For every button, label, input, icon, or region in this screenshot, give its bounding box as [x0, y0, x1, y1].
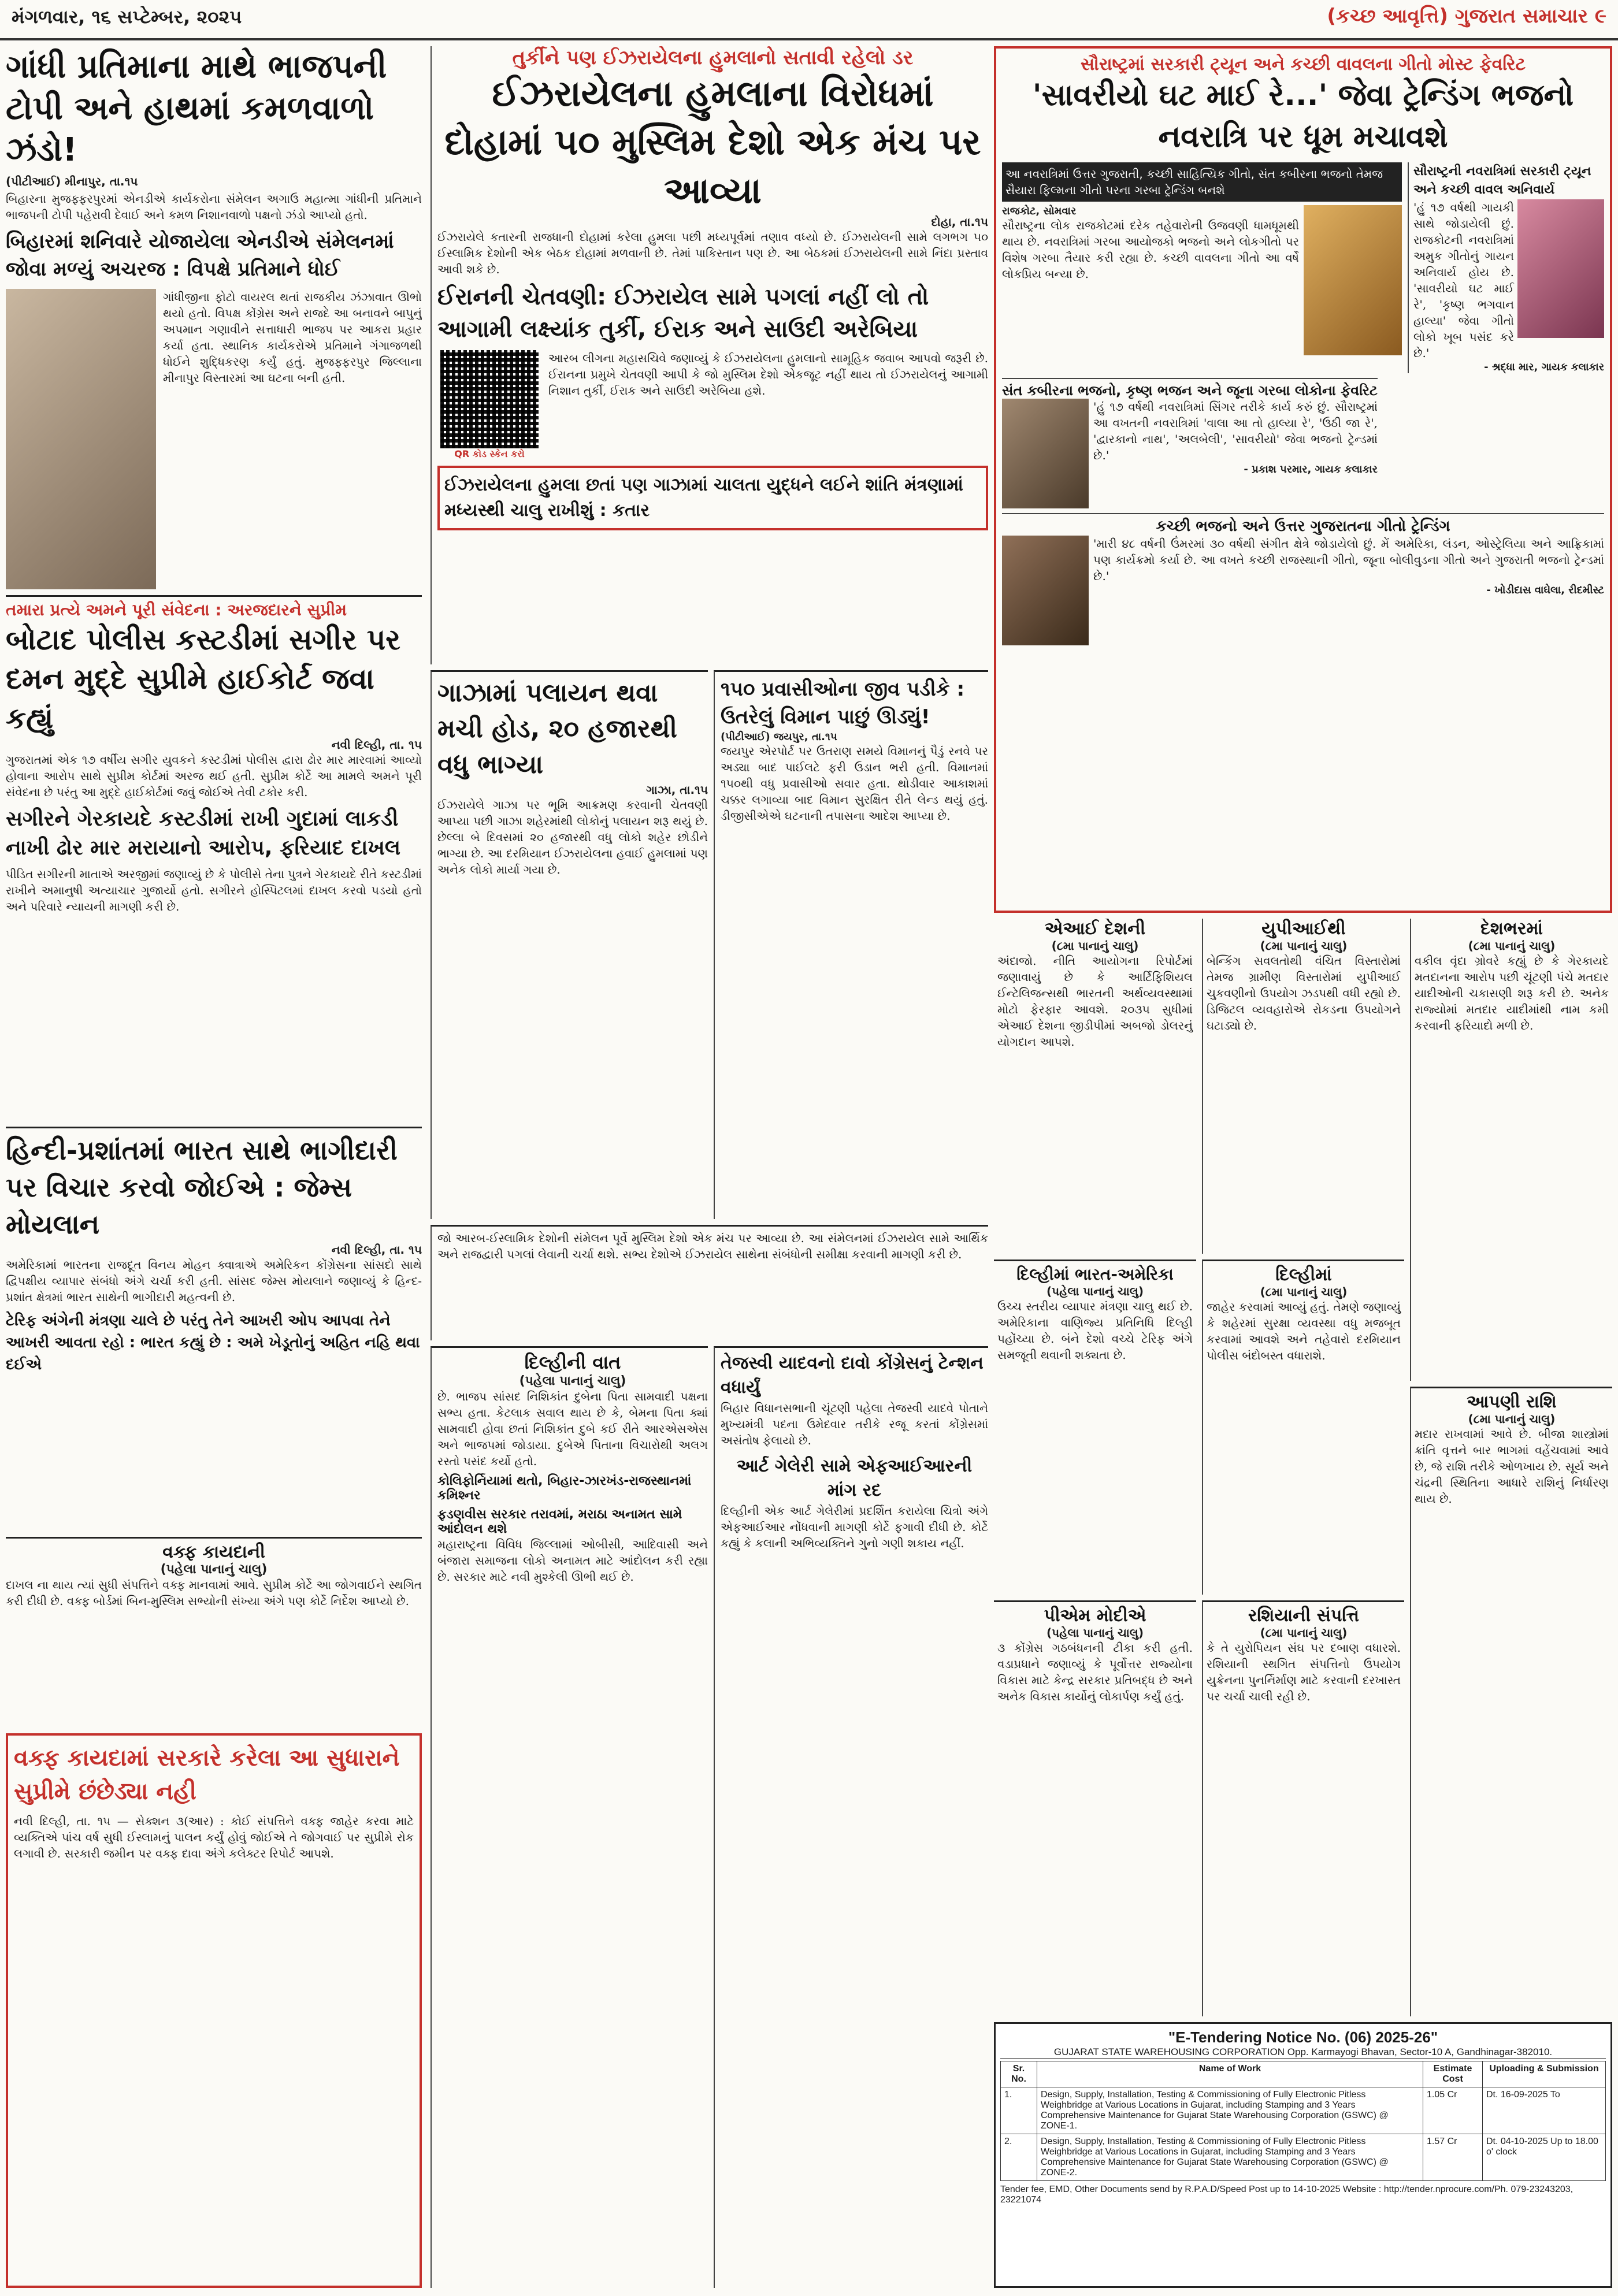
doha-continued-body: જો આરબ-ઈસ્લામિક દેશોની સંમેલન પૂર્વે મુસ્લિમ દેશો એક મંચ પર આવ્યા છે. આ સંમેલનમાં ઈઝરાયેલ સામે આર્થિક અને રાજદ્વારી પગલાં લેવાની ચર્ચા થશે. સભ્ય દેશોએ ઈઝરાયેલ સાથેના સંબંધોની સમીક્ષા કરવાની માગણી કરી છે.: [437, 1231, 988, 1261]
waqf-cont-sub: (પહેલા પાનાનું ચાલુ): [160, 1562, 268, 1577]
art-gallery-story: [714, 1346, 988, 2288]
ai-body: અંદાજો. નીતિ આયોગના રિપોર્ટમાં જણાવાયું છે કે આર્ટિફિશિયલ ઈન્ટેલિજન્સથી ભારતની અર્થવ્યવસ્થામાં મોટો ફેરફાર આવશે. ૨૦૩૫ સુધીમાં એઆઈ દેશના જીડીપીમાં અબજો ડોલરનું યોગદાન આપશે.: [997, 954, 1193, 1049]
tejashwi-headline: તેજસ્વી યાદવનો દાવો કોંગ્રેસનું ટેન્શન વધાર્યું: [721, 1353, 984, 1398]
delhi-america-headline: દિલ્હીમાં ભારત-અમેરિકા: [1016, 1265, 1174, 1284]
tender-cell: Dt. 04-10-2025 Up to 18.00 o' clock: [1483, 2134, 1606, 2181]
gandhi-headline: ગાંધી પ્રતિમાના માથે ભાજપની ટોપી અને હાથમાં કમળવાળો ઝંડો!: [6, 48, 387, 169]
navratri-side-credit: - શ્રદ્ધા માર, ગાયક કલાકાર: [1484, 361, 1604, 373]
delhi-body: જાહેર કરવામાં આવ્યું હતું. તેમણે જણાવ્યું કે શહેરમાં સુરક્ષા વ્યવસ્થા વધુ મજબૂત કરવામાં આવશે અને તહેવારો દરમિયાન પોલીસ બંદોબસ્ત વધારાશે.: [1207, 1300, 1401, 1362]
hindi-dateline: નવી દિલ્હી, તા. ૧૫: [331, 1243, 422, 1257]
russia-sub: (૮મા પાનાનું ચાલુ): [1260, 1626, 1348, 1640]
bodat-story: [6, 595, 422, 1121]
doha-kicker: તુર્કીને પણ ઈઝરાયેલના હુમલાનો સતાવી રહેલો ડર: [512, 46, 914, 69]
upi-body: બેન્કિંગ સવલતોથી વંચિત વિસ્તારોમાં તેમજ ગ્રામીણ વિસ્તારોમાં યુપીઆઈ ચુકવણીનો ઉપયોગ ઝડપથી વધી રહ્યો છે. ડિજિટલ વ્યવહારોએ રોકડના ઉપયોગને ઘટાડ્યો છે.: [1207, 954, 1401, 1032]
deshbhar-sub: (૮મા પાનાનું ચાલુ): [1468, 939, 1556, 953]
navratri-dateline: રાજકોટ, સોમવાર: [1002, 205, 1077, 217]
deshbhar-headline: દેશભરમાં: [1480, 919, 1543, 939]
doha-continued: [431, 1225, 988, 1340]
kutch-bhajan-headline: કચ્છી ભજનો અને ઉત્તર ગુજરાતના ગીતો ટ્રેન્ડિંગ: [1156, 518, 1450, 535]
gandhi-story: [6, 46, 422, 589]
delhi-headline: દિલ્હીમાં: [1275, 1265, 1332, 1285]
rashi-headline: આપણી રાશિ: [1467, 1392, 1557, 1412]
waqf-box-headline: વક્ફ કાયદામાં સરકારે કરેલા આ સુધારાને સુપ્રીમે છંછેડ્યા નહી: [14, 1745, 400, 1805]
waqf-amendments-box: [6, 1733, 422, 2288]
qatar-quote-box: ઈઝરાયેલના હુમલા છતાં પણ ગાઝામાં ચાલતા યુદ્ધને લઈને શાંતિ મંત્રણામાં મધ્યસ્થી ચાલુ રાખીશું : કતાર: [437, 466, 988, 530]
sant-kabir-body: 'હું ૧૭ વર્ષથી નવરાત્રિમાં સિંગર તરીકે કાર્ય કરું છું. સૌરાષ્ટ્રમાં આ વખતની નવરાત્રિમાં 'વાલા આ તો હાલ્યા રે', 'ઉઠી જા રે', 'દ્વારકાનો નાથ', 'અલબેલી', 'સાવરીયો' જેવા ભજનો ટ્રેન્ડમાં છે.': [1093, 400, 1378, 462]
page-date: મંગળવાર, ૧૬ સપ્ટેમ્બર, ૨૦૨૫: [12, 6, 242, 28]
navratri-headline: 'સાવરીયો ઘટ માઈ રે...' જેવા ટ્રેન્ડિંગ ભજનો નવરાત્રિ પર ધૂમ મચાવશે: [1032, 78, 1574, 154]
tender-col-submission: Uploading & Submission: [1483, 2061, 1606, 2087]
waqf-cont-body: દાખલ ના થાય ત્યાં સુધી સંપત્તિને વક્ફ માનવામાં આવે. સુપ્રીમ કોર્ટે આ જોગવાઈને સ્થગિત કરી દીધી છે. વક્ફ બોર્ડમાં બિન-મુસ્લિમ સભ્યોની સંખ્યા અંગે પણ કોર્ટે નિર્દેશ આપ્યો છે.: [6, 1578, 422, 1608]
tender-cell: 1.: [1001, 2087, 1037, 2134]
hindi-subheadline: ટેરિફ અંગેની મંત્રણા ચાલે છે પરંતુ તેને આખરી ઓપ આપવા તેને આખરી આવતા રહો : ભારત કહ્યું છે : અમે ખેડૂતોનું અહિત નહિ થવા દઈએ: [6, 1312, 420, 1373]
flight-dateline: (પીટીઆઈ) જયપુર, તા.૧૫: [721, 731, 837, 743]
doha-story: [431, 46, 988, 664]
kutch-bhajan-credit: - ખોડીદાસ વાઘેલા, રીદમીસ્ટ: [1486, 584, 1604, 596]
tender-cell: 2.: [1001, 2134, 1037, 2181]
rashi-story: [1410, 1387, 1612, 2016]
tender-footer[interactable]: Tender fee, EMD, Other Documents send by R.P.A.D/Speed Post up to 14-10-2025 Website : http://tender.nprocure.com/Ph. 079-23243203, 23221074: [1000, 2184, 1574, 2205]
tender-col-sr: Sr. No.: [1001, 2061, 1037, 2087]
delhi-sub: (૮મા પાનાનું ચાલુ): [1260, 1285, 1348, 1299]
upi-sub: (૮મા પાનાનું ચાલુ): [1260, 939, 1348, 953]
gandhi-subheadline: બિહારમાં શનિવારે યોજાયેલા એનડીએ સંમેલનમાં જોવા મળ્યું અચરજ : વિપક્ષે પ્રતિમાને ધોઈ: [6, 230, 394, 281]
tender-col-cost: Estimate Cost: [1423, 2061, 1483, 2087]
sant-kabir-headline: સંત કબીરના ભજનો, કૃષ્ણ ભજન અને જૂના ગરબા લોકોના ફેવરિટ: [1002, 382, 1378, 399]
flight-body: જયપુર એરપોર્ટ પર ઉતરાણ સમયે વિમાનનું પૈડું રનવે પર અડ્યા બાદ પાઈલટે ફરી ઉડાન ભરી હતી. વિમાનમાં ૧૫૦થી વધુ પ્રવાસીઓ સવાર હતા. થોડીવાર આકાશમાં ચક્કર લગાવ્યા બાદ વિમાન સુરક્ષિત રીતે લેન્ડ થયું હતું. ડીજીસીએએ ઘટનાની તપાસના આદેશ આપ્યા છે.: [721, 744, 988, 823]
gandhi-dateline: (પીટીઆઈ) મીનાપુર, તા.૧૫: [6, 174, 138, 188]
pm-modi-headline: પીએમ મોદીએ: [1044, 1606, 1146, 1626]
gaza-dateline: ગાઝા, તા.૧૫: [646, 783, 708, 797]
navratri-side-headline: સૌરાષ્ટ્રની નવરાત્રિમાં સરકારી ટ્યૂન અને કચ્છી વાવલ અનિવાર્ય: [1413, 164, 1591, 197]
deshbhar-story: [1410, 919, 1612, 1381]
doha-body: ઈઝરાયેલે કતારની રાજધાની દોહામાં કરેલા હુમલા પછી મધ્યપૂર્વમાં તણાવ વધ્યો છે. ઈઝરાયેલની સામે લગભગ ૫૦ ઈસ્લામિક દેશોની એક બેઠક દોહામાં મળવાની છે. તેમાં પાકિસ્તાન પણ છે. આ બેઠકમાં ઈઝરાયેલની સામે નિંદા પ્રસ્તાવ આવી શકે છે.: [437, 230, 988, 276]
qr-caption: QR કોડ સ્કેન કરો: [454, 448, 525, 459]
russia-story: [1202, 1600, 1404, 2016]
singer-photo-shraddha: [1517, 199, 1604, 338]
delhi-talk-story: [431, 1346, 708, 2288]
pm-modi-body: ૩ કોંગ્રેસ ગઠબંધનની ટીકા કરી હતી. વડાપ્રધાને જણાવ્યું કે પૂર્વોત્તર રાજ્યોના વિકાસ માટે કેન્દ્ર સરકાર પ્રતિબદ્ધ છે અને અનેક વિકાસ કાર્યોનું લોકાર્પણ કર્યું હતું.: [997, 1641, 1193, 1703]
rashi-body: મદાર રાખવામાં આવે છે. બીજા શાસ્ત્રોમાં ક્રાંતિ વૃત્તને બાર ભાગમાં વહેંચવામાં આવે છે, જે રાશિ તરીકે ઓળખાય છે. સૂર્ય અને ચંદ્રની સ્થિતિના આધારે રાશિનું નિર્ધારણ થાય છે.: [1415, 1427, 1609, 1506]
bodat-subheadline: સગીરને ગેરકાયદે કસ્ટડીમાં રાખી ગુદામાં લાકડી નાખી ઢોર માર મરાયાનો આરોપ, ફરિયાદ દાખલ: [6, 807, 401, 860]
hindi-headline: હિન્દી-પ્રશાંતમાં ભારત સાથે ભાગીદારી પર વિચાર કરવો જોઈએ : જેમ્સ મોયલાન: [6, 1135, 398, 1240]
tender-cell: Design, Supply, Installation, Testing & Commissioning of Fully Electronic Pitless Weighbridge at Various Locations in Gujarat, including Stamping and 3 Years Comprehensive Maintenance for Gujarat State Warehousing Corporation (GSWC) @ ZONE-1.: [1037, 2087, 1423, 2134]
ai-story: [994, 919, 1196, 1254]
navratri-intro: આ નવરાત્રિમાં ઉત્તર ગુજરાતી, કચ્છી સાહિત્યિક ગીતો, સંત કબીરના ભજનો તેમજ સૈયારા ફિલ્મના ગીતો પરના ગરબા ટ્રેન્ડિંગ બનશે: [1002, 162, 1402, 202]
table-row: [1001, 2134, 1606, 2181]
delhi-talk-headline: દિલ્હીની વાત: [524, 1351, 621, 1373]
doha-dateline: દોહા, તા.૧૫: [931, 215, 988, 229]
gaza-story: [431, 670, 708, 1219]
hindi-body: અમેરિકામાં ભારતના રાજદૂત વિનય મોહન ક્વાત્રાએ અમેરિકન કોંગ્રેસના સાંસદો સાથે દ્વિપક્ષીય વ્યાપાર સંબંધો અંગે ચર્ચા કરી હતી. સાંસદ જેમ્સ મોયલાને જણાવ્યું કે હિન્દ-પ્રશાંત ક્ષેત્રમાં ભારત સાથેની ભાગીદારી મહત્વની છે.: [6, 1258, 422, 1304]
gaza-headline: ગાઝામાં પલાયન થવા મચી હોડ, ૨૦ હજારથી વધુ ભાગ્યા: [437, 678, 678, 779]
delhi-talk-sub: (પહેલા પાનાનું ચાલુ): [519, 1374, 626, 1388]
page-header: [0, 0, 1618, 40]
bodat-dateline: નવી દિલ્હી, તા. ૧૫: [331, 738, 422, 752]
waqf-continued-story: [6, 1537, 422, 1727]
tejashwi-body: બિહાર વિધાનસભાની ચૂંટણી પહેલા તેજસ્વી યાદવે પોતાને મુખ્યમંત્રી પદના ઉમેદવાર તરીકે રજૂ કરતાં કોંગ્રેસમાં અસંતોષ ફેલાયો છે.: [721, 1401, 988, 1447]
rashi-sub: (૮મા પાનાનું ચાલુ): [1468, 1412, 1556, 1426]
delhi-america-story: [994, 1260, 1196, 1595]
singer-photo-prakash: [1002, 399, 1089, 508]
tender-cell: 1.57 Cr: [1423, 2134, 1483, 2181]
upi-headline: યુપીઆઈથી: [1261, 919, 1346, 939]
navratri-kicker: સૌરાષ્ટ્રમાં સરકારી ટ્યૂન અને કચ્છી વાવલના ગીતો મોસ્ટ ફેવરિટ: [1080, 54, 1526, 75]
doha-subheadline: ઈરાનની ચેતવણી: ઈઝરાયેલ સામે પગલાં નહીં લો તો આગામી લક્ષ્યાંક તુર્કી, ઈરાક અને સાઉદી અરેબિયા: [437, 284, 929, 343]
singer-photo-khodidas: [1002, 536, 1089, 645]
delhi-story: [1202, 1260, 1404, 1595]
tender-cell: 1.05 Cr: [1423, 2087, 1483, 2134]
delhi-talk-body-2: મહારાષ્ટ્રના વિવિધ જિલ્લામાં ઓબીસી, આદિવાસી અને બંજારા સમાજના લોકો અનામત માટે આંદોલન કરી રહ્યા છે. સરકાર માટે નવી મુશ્કેલી ઊભી થઈ છે.: [437, 1537, 708, 1584]
art-gallery-body: દિલ્હીની એક આર્ટ ગેલેરીમાં પ્રદર્શિત કરાયેલા ચિત્રો અંગે એફઆઈઆર નોંધવાની માગણી કોર્ટે ફગાવી દીધી છે. કોર્ટે કહ્યું કે કલાની અભિવ્યક્તિને ગુનો ગણી શકાય નહીં.: [721, 1504, 988, 1550]
flight-headline: ૧૫૦ પ્રવાસીઓના જીવ પડીકે : ઉતરેલું વિમાન પાછું ઊડ્યું!: [721, 678, 965, 729]
qr-code[interactable]: [440, 350, 539, 448]
tender-table: [1000, 2061, 1606, 2181]
tender-col-work: Name of Work: [1037, 2061, 1423, 2087]
gandhi-photo: [6, 289, 156, 589]
art-gallery-headline: આર્ટ ગેલેરી સામે એફઆઈઆરની માંગ રદ: [736, 1456, 973, 1500]
gandhi-body-2: ગાંધીજીના ફોટો વાયરલ થતાં રાજકીય ઝંઝાવાત ઊભો થયો હતો. વિપક્ષ કોંગ્રેસ અને રાજદે આ બનાવને બાપુનું અપમાન ગણાવીને સત્તાધારી ભાજપ પર આકરા પ્રહાર કર્યા હતા. સ્થાનિક કાર્યકરોએ પ્રતિમાને ગંગાજળથી ધોઈને શુદ્ધિકરણ કર્યું હતું. મુજફ્ફરપુર જિલ્લાના મીનાપુર વિસ્તારમાં આ ઘટના બની હતી.: [163, 290, 422, 385]
doha-headline: ઈઝરાયેલના હુમલાના વિરોધમાં દોહામાં ૫૦ મુસ્લિમ દેશો એક મંચ પર આવ્યા: [444, 72, 981, 211]
gaza-body: ઈઝરાયેલે ગાઝા પર ભૂમિ આક્રમણ કરવાની ચેતવણી આપ્યા પછી ગાઝા શહેરમાંથી લોકોનું પલાયન શરૂ થયું છે. છેલ્લા બે દિવસમાં ૨૦ હજારથી વધુ લોકો શહેર છોડીને ભાગ્યા છે. આ દરમિયાન ઈઝરાયેલના હવાઈ હુમલામાં પણ અનેક લોકો માર્યા ગયા છે.: [437, 798, 708, 876]
tender-title: "E-Tendering Notice No. (06) 2025-26": [1168, 2028, 1438, 2046]
dandiya-photo: [1304, 205, 1402, 355]
bodat-headline: બોટાદ પોલીસ કસ્ટડીમાં સગીર પર દમન મુદ્દે સુપ્રીમે હાઈકોર્ટ જવા કહ્યું: [6, 623, 401, 735]
waqf-box-body: નવી દિલ્હી, તા. ૧૫ — સેક્શન ૩(આર) : કોઈ સંપત્તિને વક્ફ જાહેર કરવા માટે વ્યક્તિએ પાંચ વર્ષ સુધી ઈસ્લામનું પાલન કર્યું હોવું જોઈએ તે જોગવાઈ પર સુપ્રીમે રોક લગાવી છે. સરકારી જમીન પર વક્ફ દાવા અંગે કલેક્ટર રિપોર્ટ આપશે.: [14, 1814, 414, 1860]
doha-body-2: આરબ લીગના મહાસચિવે જણાવ્યું કે ઈઝરાયેલના હુમલાનો સામૂહિક જવાબ આપવો જરૂરી છે. ઈરાનના પ્રમુખે ચેતવણી આપી કે જો મુસ્લિમ દેશો એકજૂટ નહીં થાય તો ઈઝરાયેલનું આગામી નિશાન તુર્કી, ઈરાક અને સાઉદી અરેબિયા હશે.: [548, 351, 988, 397]
waqf-cont-headline: વક્ફ કાયદાની: [162, 1542, 265, 1562]
pm-modi-sub: (પહેલા પાનાનું ચાલુ): [1046, 1626, 1144, 1640]
navratri-side-body: 'હું ૧૭ વર્ષથી ગાયકી સાથે જોડાયેલી છું. રાજકોટની નવરાત્રિમાં અમુક ગીતોનું ગાયન અનિવાર્ય હોય છે. 'સાવરીયો ઘટ માઈ રે', 'કૃષ્ણ ભગવાન હાલ્યા' જેવા ગીતો લોકો ખૂબ પસંદ કરે છે.': [1413, 200, 1514, 360]
delhi-talk-sub-3: ફડણવીસ સરકાર તરાવમાં, મરાઠા અનામત સામે આંદોલન થશે: [437, 1507, 682, 1536]
sant-kabir-credit: - પ્રકાશ પરમાર, ગાયક કલાકાર: [1244, 463, 1378, 475]
tender-cell: Design, Supply, Installation, Testing & Commissioning of Fully Electronic Pitless Weighbridge at Various Locations in Gujarat, including Stamping and 3 Years Comprehensive Maintenance for Gujarat State Warehousing Corporation (GSWC) @ ZONE-2.: [1037, 2134, 1423, 2181]
edition-label: (કચ્છ આવૃત્તિ) ગુજરાત સમાચાર ૯: [1327, 5, 1606, 28]
tender-cell: Dt. 16-09-2025 To: [1483, 2087, 1606, 2134]
ai-headline: એઆઈ દેશની: [1044, 919, 1146, 939]
gandhi-body: બિહારના મુજફ્ફરપુરમાં એનડીએ કાર્યકરોના સંમેલન અગાઉ મહાત્મા ગાંધીની પ્રતિમાને ભાજપની ટોપી પહેરાવી દેવાઈ અને કમળ નિશાનવાળો પક્ષનો ઝંડો આપ્યો હતો.: [6, 192, 422, 222]
russia-body: કે તે યુરોપિયન સંઘ પર દબાણ વધારશે. રશિયાની સ્થગિત સંપત્તિનો ઉપયોગ યુક્રેનના પુનર્નિર્માણ માટે કરવાની દરખાસ્ત પર ચર્ચા ચાલી રહી છે.: [1207, 1641, 1401, 1703]
bodat-body: ગુજરાતમાં એક ૧૭ વર્ષીય સગીર યુવકને કસ્ટડીમાં પોલીસ દ્વારા ઢોર માર મારવામાં આવ્યો હોવાના આરોપ સાથે સુપ્રીમ કોર્ટમાં અરજ થઈ હતી. સુપ્રીમ કોર્ટે આ મામલે અમને પૂરી સંવેદના છે પરંતુ આ મુદ્દે હાઈકોર્ટમાં જવું જોઈએ તેવી ટકોર કરી.: [6, 753, 422, 799]
upi-story: [1202, 919, 1404, 1254]
table-row: [1001, 2087, 1606, 2134]
delhi-america-sub: (પહેલા પાનાનું ચાલુ): [1046, 1284, 1144, 1298]
bodat-body-2: પીડિત સગીરની માતાએ અરજીમાં જણાવ્યું છે કે પોલીસે તેના પુત્રને ગેરકાયદે રીતે કસ્ટડીમાં રાખીને અમાનુષી અત્યાચાર ગુજાર્યો હતો. સગીરને હોસ્પિટલમાં દાખલ કરવો પડયો હતો અને પરિવારે ન્યાયની માગણી કરી છે.: [6, 867, 422, 913]
ai-sub: (૮મા પાનાનું ચાલુ): [1051, 939, 1139, 953]
hindi-prashant-story: [6, 1127, 422, 1531]
russia-headline: રશિયાની સંપત્તિ: [1248, 1606, 1360, 1626]
tender-notice: [994, 2022, 1612, 2288]
kutch-bhajan-body: 'મારી ૪૮ વર્ષની ઉંમરમાં ૩૦ વર્ષથી સંગીત ક્ષેત્રે જોડાયેલો છું. મેં અમેરિકા, લંડન, ઓસ્ટ્રેલિયા અને આફ્રિકામાં પણ કાર્યક્રમો કર્યા છે. આ વખતે કચ્છી રાજસ્થાની ગીતો, જૂના બોલીવુડના ગીતો અને ગુજરાતી ભજનો ટ્રેન્ડમાં છે.': [1093, 537, 1604, 583]
bodat-kicker: તમારા પ્રત્યે અમને પૂરી સંવેદના : અરજદારને સુપ્રીમ: [6, 600, 347, 619]
delhi-talk-body: છે. ભાજપ સાંસદ નિશિકાંત દુબેના પિતા સામવાદી પક્ષના સભ્ય હતા. કેટલાક સવાલ થાય છે કે, બેમના પિતા ક્યાં સામવાદી હોવા છતાં નિશિકાંત દુબે કઈ રીતે આરએસએસ અને ભાજપમાં જોડાયા. દુબેએ પિતાના વિચારોથી અલગ રસ્તો પસંદ કર્યો હતો.: [437, 1390, 708, 1468]
flight-story: [714, 670, 988, 1219]
deshbhar-body: વકીલ વૃંદા ગ્રોવરે કહ્યું છે કે ગેરકાયદે મતદાનના આરોપ પછી ચૂંટણી પંચે મતદાર યાદીઓની ચકાસણી શરૂ કરી છે. અનેક રાજ્યોમાં મતદાર યાદીમાંથી નામ કમી કરવાની ફરિયાદો મળી છે.: [1415, 954, 1609, 1032]
delhi-america-body: ઉચ્ચ સ્તરીય વ્યાપાર મંત્રણા ચાલુ થઈ છે. અમેરિકાના વાણિજ્ય પ્રતિનિધિ દિલ્હી પહોંચ્યા છે. બંને દેશો વચ્ચે ટેરિફ અંગે સમજૂતી થવાની શક્યતા છે.: [997, 1299, 1193, 1362]
navratri-feature: [994, 46, 1612, 913]
pm-modi-story: [994, 1600, 1196, 2016]
navratri-body: સૌરાષ્ટ્રના લોક રાજકોટમાં દરેક તહેવારોની ઉજવણી ધામધૂમથી થાય છે. નવરાત્રિમાં ગરબા આયોજકો ભજનો અને લોકગીતો પર વિશેષ ગરબા તૈયાર કરી રહ્યા છે. કચ્છી વાવલના ગીતો આ વર્ષે લોકપ્રિય બન્યા છે.: [1002, 218, 1299, 281]
tender-org: GUJARAT STATE WAREHOUSING CORPORATION Opp. Karmayogi Bhavan, Sector-10 A, Gandhinagar-382010.: [1000, 2046, 1606, 2059]
delhi-talk-sub-2: કોલિફોર્નિયામાં થતો, બિહાર-ઝારખંડ-રાજસ્થાનમાં કમિશ્નર: [437, 1474, 692, 1503]
